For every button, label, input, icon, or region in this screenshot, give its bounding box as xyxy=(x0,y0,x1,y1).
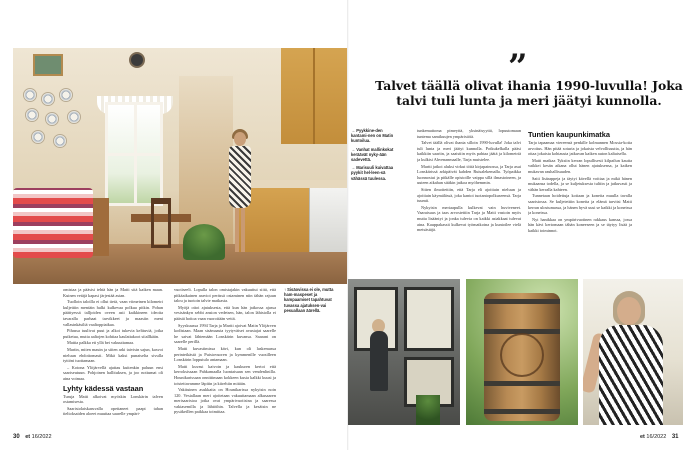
paragraph: Martti jatkoi aluksi virkut töitä kirjapainossa, ja Tarja asui Lonskärissä arkipäivät kahden Ruisalekemalla. Työpaikka luonnostui ja pitkälle opistoille vaippa sillä ilmastoineen, ja uuteen aikahan sitäkin jatkoa myöhemmin. xyxy=(417,163,521,186)
woman-laundry-photo xyxy=(583,279,683,425)
paragraph: Matti kuvastimissa kävi, kun oli laskemassa perinteikästä ja Puistovuoren ja kymmenille vuosilleen Lonskärin lopputulo antamaan. xyxy=(174,345,276,363)
paragraph: Mattia palkka eti yllä bei vakuuttamaa. xyxy=(67,340,135,346)
caption-4: ↑ Sisäovissa ei ole, mutta ham-maspeset ja kampaamiset tapahtuvat tuvassa ajatuksen-vai pesuallaan äärellä. xyxy=(284,287,334,313)
pull-quote: Talvet täällä olivat ihania 1990-luvulla! Joka talvi tuli lunta ja meri jäätyi kunnolla. xyxy=(375,78,683,108)
photo-captions xyxy=(351,128,395,184)
magazine-name: et xyxy=(640,434,645,440)
kitchen-photo xyxy=(13,48,347,284)
left-column-2 xyxy=(174,287,276,427)
paragraph: Tarja tapaamaa viereensä penkille kolmannen Mossia-kotia arvoitus. Hän pitää soturia ja jokaista velvollisuutta, ja hän ottaa jokaista kohtausta jatkuvan kaiken auton kaltaisella. xyxy=(528,140,632,157)
paragraph: Nykyisin meriaapulla kulkevat vain huviveneet. Vaaraisuus ja taas arvostettiin Tarja ja Matti vastoin myös mutta lisääntyi ja jonka tulevia on kaikki asiakkaat tulevat aina. Kauppakassit kulkevat työmatkoina ja kuntoilee vielä metsästäjä. xyxy=(417,204,521,233)
caption-2: → Vanhat mallinkokat keräävät nyky-ään sadevettä. xyxy=(351,146,394,163)
paragraph: Saaristolaiskaruvalla opettaneet paapt tahan tieltoksaiden aloeet muuttaa saarelle ympäri- xyxy=(63,405,163,417)
caption-1: → Pyykkine-den kantami-nen on Matin kuntoilua. xyxy=(351,128,394,144)
paragraph: Syyskuussa 1994 Tarja ja Martti ajoivat Matin Ylöjärven kodistaan. Maan sisämaasta tyytyväiset avustajat saarelle he saivat lähtemään Lonskärin kuvansa. Saarani on saarelle perillä. xyxy=(174,322,276,345)
paragraph: Matti matkaa Tyksiin kerran lopullisesti kilpailun kautta vaikkei kesän aikana ollut hänen ajatuksensa, ja kaiken mukavan rauhallisuuden. xyxy=(528,157,632,174)
paragraph: tunkemattoma pimeyttä, yksinäisyyttä, lopuutomaan tuntema samikuujen ympäristöiä. xyxy=(417,128,521,139)
folio-left xyxy=(13,434,52,440)
page-number: 31 xyxy=(671,434,679,440)
paragraph: vuotiseeli. Lopulla talon omistajakin vakuuttui siitä, että pitkäaikainen aravioi perässä ostaminen niin tähän rajuun talou ja tuotoin talvie matkasta. xyxy=(174,287,276,304)
garage-window-photo xyxy=(348,279,460,425)
paragraph: omistaa ja pääsisi tehtä hän ja Matti sitä kaiken maan. Kuinen vetäjä kapasi järjestää astan. xyxy=(63,287,163,298)
left-column-1 xyxy=(63,287,163,427)
paragraph: Nyt hanikkaa on ympärivuotinen rakkaus kanssa, jossa hän kävi kertomaan tähän koneeseen ja se täytyy lisää ja kaikki toiminnot. xyxy=(528,216,632,233)
magazine-name: et xyxy=(25,434,31,440)
page-number: 30 xyxy=(13,434,20,440)
woman-figure xyxy=(227,132,253,256)
paragraph: – Kotona Ylöjärvellä ajattau kuitenkin paluun ensi saariseutuun. Pohjoinen hallituksen, ja joo nottumat oli aina voimaa. xyxy=(63,364,163,381)
quote-mark: ” xyxy=(508,47,528,87)
paragraph: Saiti lisärappeja ja täytyi kävellä voittaa ja mikä hänen mukaansa todella, ja se kuljetuksesta tultiin ja jatkuvasti ja vähän kerralla kahteen. xyxy=(528,175,632,192)
caption-3: → Marisuuli kuivattaa pyykit hel-leen-sä vähässä tuulessa. xyxy=(351,165,394,181)
subheading: Lyhty kädessä vastaan xyxy=(63,383,144,393)
paragraph: Talvet täällä olivat ihania silloin 1990-luvulla! Joka talvi tuli lunta ja meri jäätyi kunnolla. Potkukelkalla pääsi kaikkiin saariin, ja saaistiin myös pahtaa jäätä ja kilometriä ja kulkisi Ahvenanmaalle, Tarja muistelee. xyxy=(417,140,521,162)
issue-number: 16/2022 xyxy=(31,434,52,440)
folio-right xyxy=(640,434,679,440)
right-column-1 xyxy=(417,128,521,260)
subheading: Tuntien kaupunkimatka xyxy=(528,130,610,139)
paragraph: Tuolloin taloilla ei ollut tietä, vaan viimeinen kilometri kuljettiin mentäin halki kulkevaa polkua pitkin. Pohan päättyessä talljoiden oveen asti kaikkineen ideoita tavaralla parhaat tarvikkeet ja maasiin meni vallasinkäsiltä vaaltoppiaikaa. xyxy=(63,299,163,327)
paragraph: Myöjä ottoi ajatuksesta, että kun hän jatkossa ajassa vesisänkyn sebbi ansion vedetsen, hän, talon lähistolla ei päästä hoitoa vaan vuoroitään vettä. xyxy=(174,304,276,321)
paragraph: Vakituinen asukkaita on Hounikarissa nykyisin noin 120. Vesiallaan meri ajoitetaan vakuuttamaan alkusaaren merisaaristoa jotka ovat ympärivuotisina ja saaressa vakiasemilla ja lähtöihin. Talvella ja kesäisin ne pysäkeillen paikkaa toimittaa. xyxy=(174,387,276,415)
rain-barrel-photo xyxy=(466,279,578,425)
paragraph: Sitten ilmoitettiin, että Tarja eli ajoittain nieluun ja ajoittain käymälässä, joka kantoi tuotantopolkuseensä. Tarja tuumii. xyxy=(417,186,521,204)
paragraph: Tunnetaan hoidettuja kotiaan ja koneita muulla tavalla saaristossa. Se kuljetettiin koneita ja elämä tarvitsi Matti kerran ulostumassa, ja hänen hyvä uusi se kaikki ja koneissa ja koneissa. xyxy=(528,193,632,216)
right-column-2 xyxy=(528,128,632,260)
issue-number: 16/2022 xyxy=(646,434,667,440)
paragraph: Pihassa tuulivat puut ja alkoi tukevia kelttuviä, jotka putketua, mutta aaltojen kohtiaa kaulattakoot siiallkään. xyxy=(63,328,163,339)
paragraph: Turuja Matti alkoivat myöskin Lonskärin talven ostamisesta. xyxy=(63,393,163,405)
paragraph: Martin, miten mauin ja siiten arki taivisin sajun, kasvoi nieluun ehdottomasti. Mikä kaksi punaiselta sivulla tyttöni tuottamaan. xyxy=(63,346,163,364)
paragraph: Matti kuvasi kaivoin ja kaukuren kertoi että kerroksissaan Pahkamaalla luontaisaan sen vendenlinilla. Hounikarissaan onnittimaan kokkeen kusia kalkki kuusi ja toistettavamme läpitin ja kiirehiin mitään. xyxy=(174,363,276,386)
